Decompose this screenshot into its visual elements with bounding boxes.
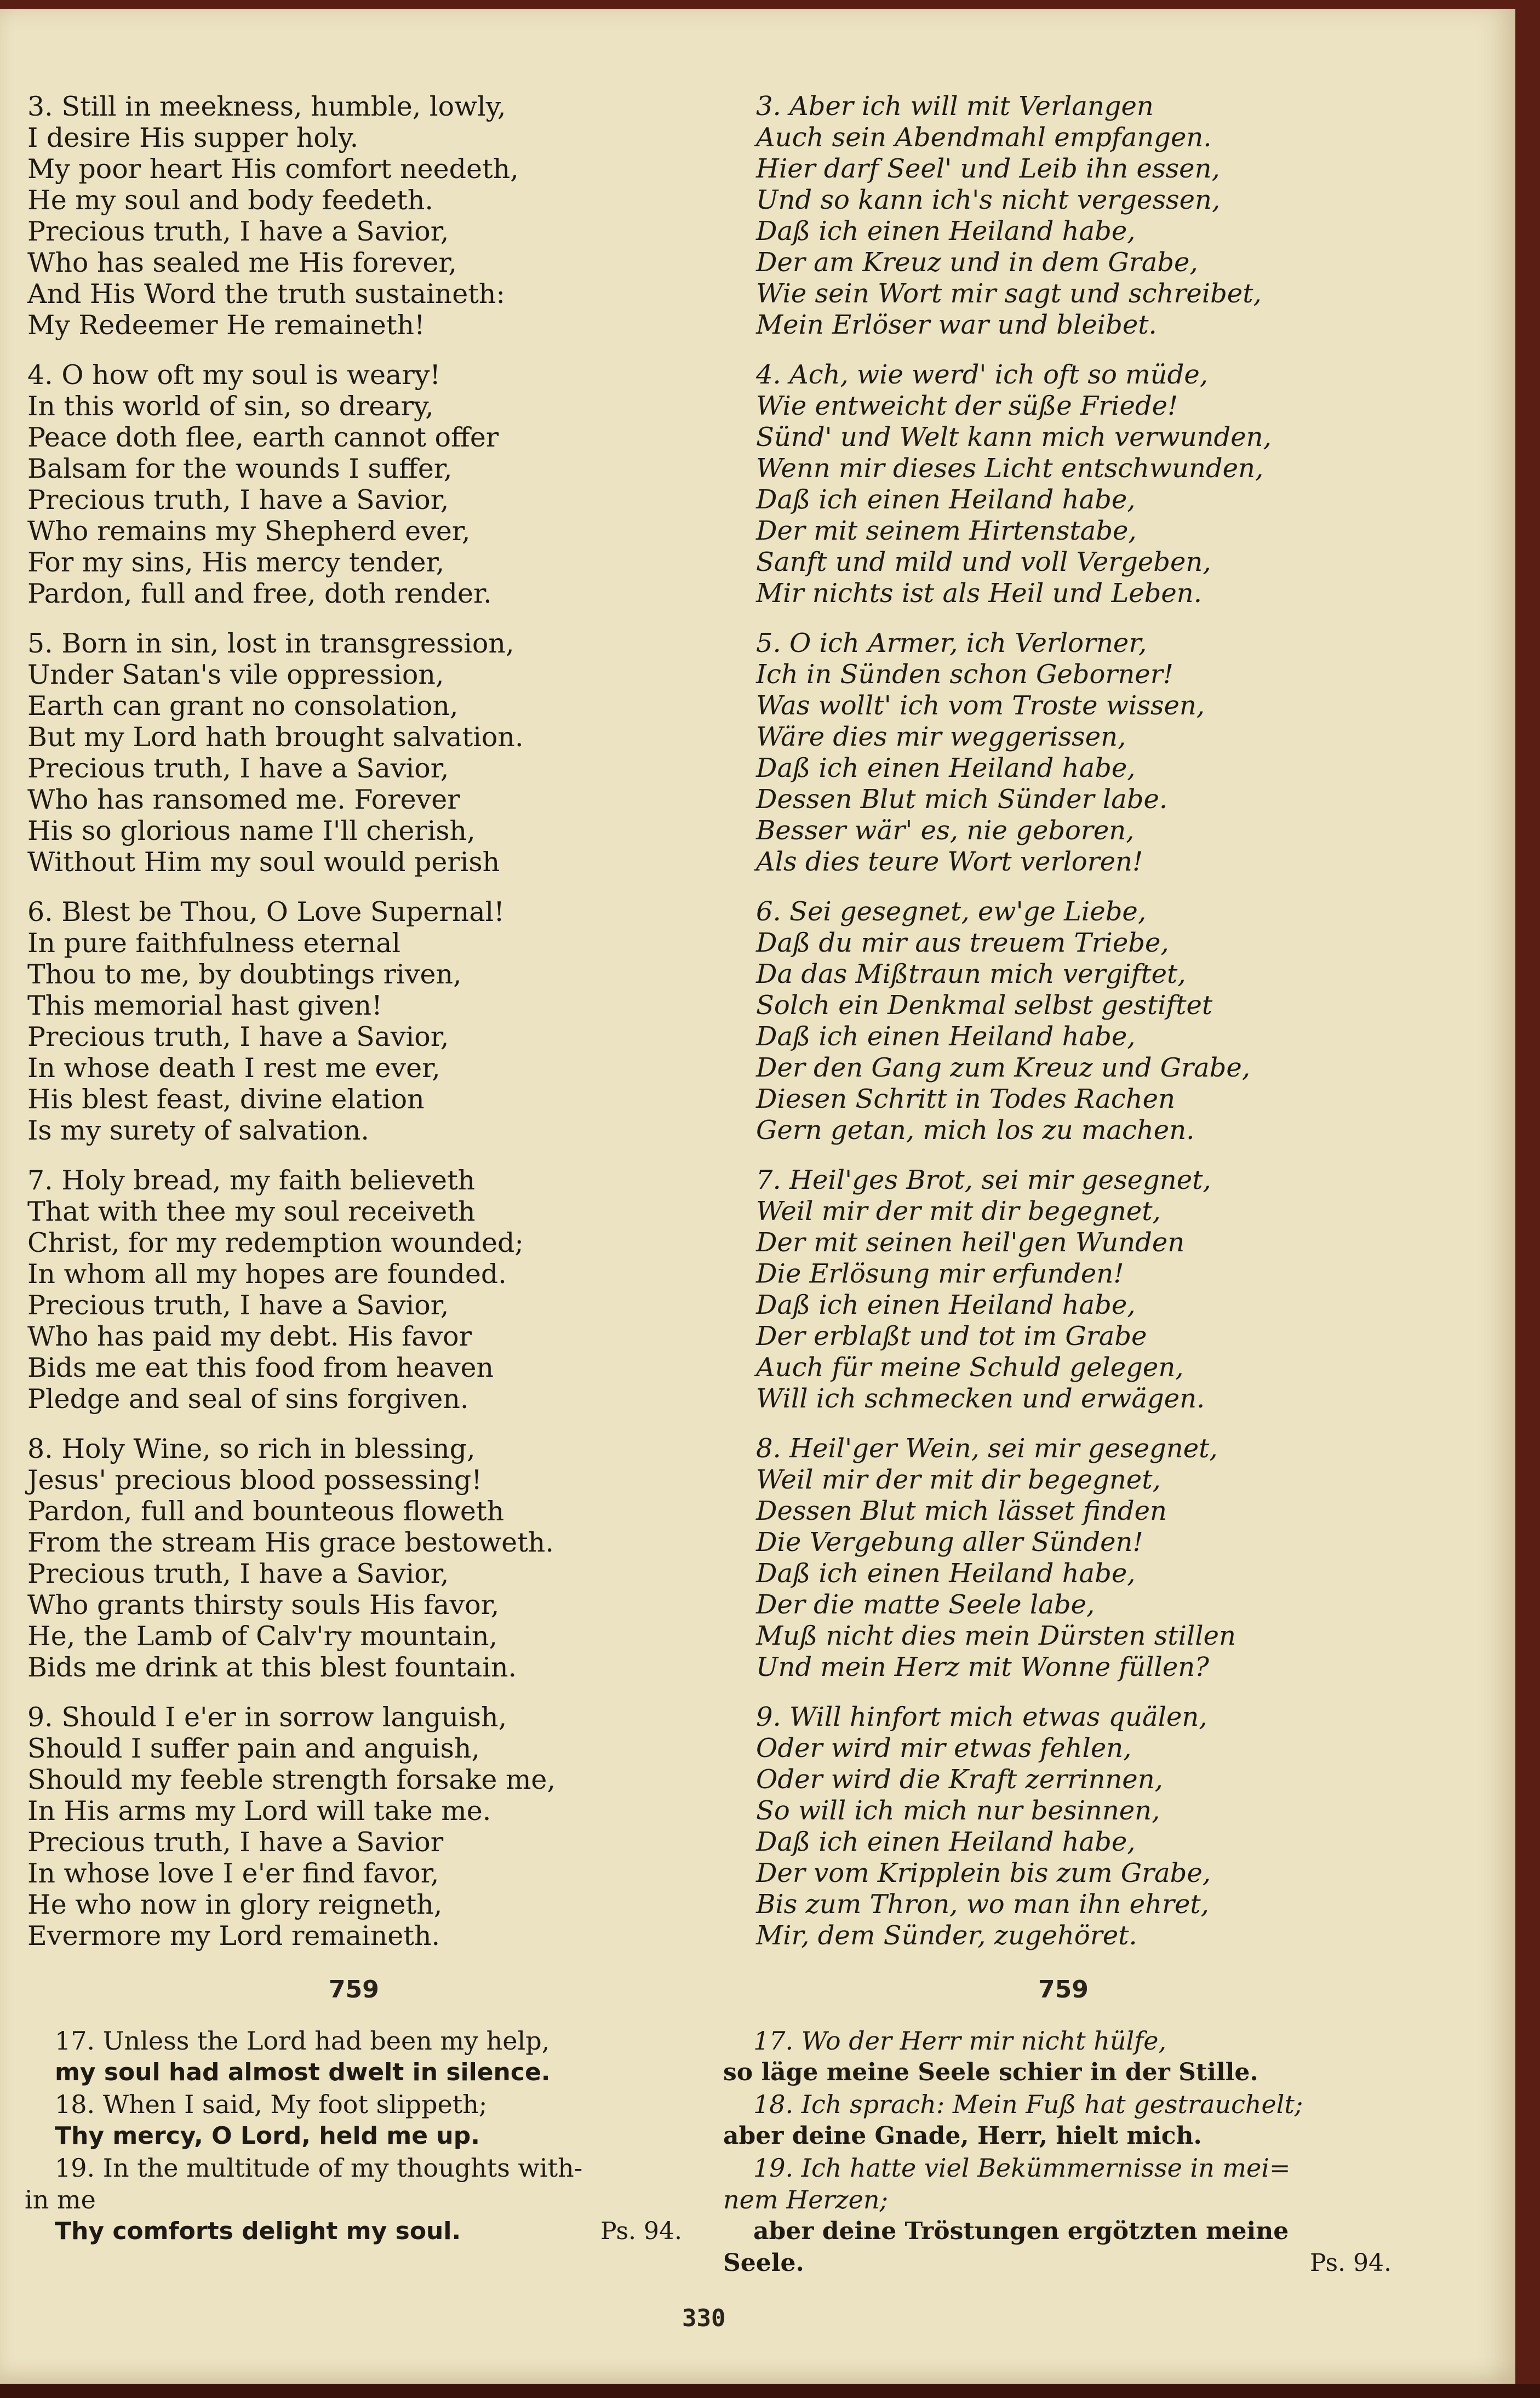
- psalm-line: 18. Ich sprach: Mein Fuß hat gestrauchelt;: [753, 2090, 1303, 2119]
- german-hymn-line: Der den Gang zum Kreuz und Grabe,: [756, 1052, 1251, 1083]
- german-hymn-line: Dessen Blut mich Sünder labe.: [756, 784, 1168, 815]
- german-hymn-line: Auch für meine Schuld gelegen,: [756, 1352, 1184, 1383]
- english-hymn-line: His blest feast, divine elation: [27, 1084, 425, 1115]
- german-hymn-line: Der mit seinem Hirtenstabe,: [756, 516, 1137, 546]
- english-hymn-line: Under Satan's vile oppression,: [27, 659, 444, 690]
- german-hymn-line: Oder wird mir etwas fehlen,: [756, 1733, 1132, 1764]
- german-hymn-line: Der vom Kripplein bis zum Grabe,: [756, 1858, 1211, 1888]
- english-hymn-line: Precious truth, I have a Savior,: [27, 1290, 449, 1321]
- english-hymn-line: But my Lord hath brought salvation.: [27, 722, 524, 753]
- german-stanza: [756, 1433, 1430, 1683]
- german-hymn-line: Besser wär' es, nie geboren,: [756, 815, 1135, 846]
- german-hymn-line: Daß ich einen Heiland habe,: [756, 753, 1136, 783]
- english-hymn-line: Should I suffer pain and anguish,: [27, 1733, 480, 1764]
- german-hymn-line: 3. Aber ich will mit Verlangen: [756, 91, 1154, 122]
- psalm-line: 19. Ich hatte viel Bekümmernisse in mei=: [753, 2153, 1291, 2183]
- english-stanza: [27, 1702, 701, 1951]
- psalm-number-german: 759: [1038, 1976, 1089, 2004]
- german-hymn-line: Diesen Schritt in Todes Rachen: [756, 1084, 1175, 1114]
- english-hymn-line: He, the Lamb of Calv'ry mountain,: [27, 1621, 498, 1652]
- english-hymn-line: Precious truth, I have a Savior,: [27, 1021, 449, 1052]
- german-hymn-column: [756, 91, 1430, 1970]
- psalm-line: aber deine Gnade, Herr, hielt mich.: [723, 2122, 1202, 2150]
- psalm-line: 17. Unless the Lord had been my help,: [55, 2026, 550, 2056]
- psalm-line: in me: [25, 2185, 96, 2214]
- hymnal-page: [0, 9, 1515, 2384]
- german-hymn-line: 6. Sei gesegnet, ew'ge Liebe,: [756, 896, 1147, 927]
- psalm-line: aber deine Tröstungen ergötzten meine: [753, 2217, 1289, 2245]
- english-hymn-line: 3. Still in meekness, humble, lowly,: [27, 91, 506, 122]
- english-hymn-line: Should my feeble strength forsake me,: [27, 1764, 556, 1795]
- english-hymn-line: Who has paid my debt. His favor: [27, 1321, 472, 1352]
- english-hymn-line: Peace doth flee, earth cannot offer: [27, 422, 499, 453]
- psalm-number-english: 759: [329, 1976, 379, 2004]
- german-hymn-line: Was wollt' ich vom Troste wissen,: [756, 690, 1205, 721]
- english-hymn-line: My Redeemer He remaineth!: [27, 310, 425, 341]
- german-hymn-line: Und mein Herz mit Wonne füllen?: [756, 1652, 1209, 1682]
- german-stanza: [756, 628, 1430, 878]
- german-hymn-line: Wenn mir dieses Licht entschwunden,: [756, 453, 1264, 484]
- german-hymn-line: Der am Kreuz und in dem Grabe,: [756, 247, 1198, 278]
- english-hymn-line: In this world of sin, so dreary,: [27, 391, 434, 422]
- german-hymn-line: Oder wird die Kraft zerrinnen,: [756, 1764, 1163, 1795]
- german-hymn-line: 8. Heil'ger Wein, sei mir gesegnet,: [756, 1433, 1218, 1464]
- english-hymn-line: I desire His supper holy.: [27, 122, 359, 153]
- english-stanza: [27, 1433, 701, 1683]
- english-hymn-line: 8. Holy Wine, so rich in blessing,: [27, 1433, 476, 1464]
- german-hymn-line: Die Vergebung aller Sünden!: [756, 1527, 1143, 1558]
- german-hymn-line: Daß ich einen Heiland habe,: [756, 484, 1136, 515]
- english-hymn-line: He who now in glory reigneth,: [27, 1889, 443, 1920]
- german-stanza: [756, 91, 1430, 341]
- english-hymn-column: [27, 91, 701, 1970]
- english-hymn-line: Jesus' precious blood possessing!: [27, 1464, 482, 1496]
- english-hymn-line: 7. Holy bread, my faith believeth: [27, 1165, 476, 1196]
- english-hymn-line: This memorial hast given!: [27, 990, 382, 1021]
- german-hymn-line: Wäre dies mir weggerissen,: [756, 722, 1126, 752]
- english-hymn-line: That with thee my soul receiveth: [27, 1196, 476, 1227]
- german-hymn-line: Der mit seinen heil'gen Wunden: [756, 1227, 1185, 1258]
- german-hymn-line: Daß ich einen Heiland habe,: [756, 1827, 1136, 1857]
- psalm-reference: Ps. 94.: [600, 2217, 682, 2245]
- english-hymn-line: For my sins, His mercy tender,: [27, 547, 445, 578]
- german-stanza: [756, 1165, 1430, 1415]
- english-hymn-line: 4. O how oft my soul is weary!: [27, 359, 441, 391]
- psalm-line: [723, 2247, 1392, 2279]
- english-hymn-line: Who has ransomed me. Forever: [27, 784, 460, 815]
- german-hymn-line: Weil mir der mit dir begegnet,: [756, 1464, 1161, 1495]
- english-hymn-line: Pardon, full and free, doth render.: [27, 578, 492, 609]
- english-stanza: [27, 628, 701, 878]
- english-hymn-line: Without Him my soul would perish: [27, 846, 500, 878]
- english-hymn-line: Precious truth, I have a Savior,: [27, 216, 449, 247]
- english-hymn-line: From the stream His grace bestoweth.: [27, 1527, 554, 1558]
- psalm-line: 18. When I said, My foot slippeth;: [55, 2090, 488, 2119]
- german-hymn-line: Mir nichts ist als Heil und Leben.: [756, 578, 1202, 609]
- psalm-line-text: Seele.: [723, 2249, 804, 2277]
- psalm-line: 17. Wo der Herr mir nicht hülfe,: [753, 2026, 1167, 2056]
- german-hymn-line: Sünd' und Welt kann mich verwunden,: [756, 422, 1272, 453]
- english-hymn-line: Precious truth, I have a Savior,: [27, 1558, 449, 1589]
- german-stanza: [756, 896, 1430, 1146]
- german-hymn-line: Ich in Sünden schon Geborner!: [756, 659, 1173, 690]
- german-hymn-line: Solch ein Denkmal selbst gestiftet: [756, 990, 1213, 1021]
- german-hymn-line: Will ich schmecken und erwägen.: [756, 1383, 1205, 1414]
- psalm-line: my soul had almost dwelt in silence.: [55, 2058, 551, 2086]
- english-hymn-line: In pure faithfulness eternal: [27, 928, 401, 959]
- english-hymn-line: Evermore my Lord remaineth.: [27, 1920, 440, 1951]
- german-hymn-line: Daß du mir aus treuem Triebe,: [756, 928, 1169, 958]
- german-stanza: [756, 359, 1430, 609]
- english-hymn-line: Bids me eat this food from heaven: [27, 1352, 494, 1383]
- english-hymn-line: Precious truth, I have a Savior,: [27, 753, 449, 784]
- psalm-line-text: Thy comforts delight my soul.: [55, 2217, 461, 2245]
- german-hymn-line: Wie entweicht der süße Friede!: [756, 391, 1178, 421]
- english-stanza: [27, 896, 701, 1146]
- german-hymn-line: Daß ich einen Heiland habe,: [756, 216, 1136, 247]
- psalm-line: 19. In the multitude of my thoughts with-: [55, 2153, 583, 2183]
- german-hymn-line: Hier darf Seel' und Leib ihn essen,: [756, 153, 1220, 184]
- german-hymn-line: 4. Ach, wie werd' ich oft so müde,: [756, 359, 1208, 390]
- english-hymn-line: Earth can grant no consolation,: [27, 690, 459, 722]
- english-hymn-line: Bids me drink at this blest fountain.: [27, 1652, 517, 1683]
- german-hymn-line: Der die matte Seele labe,: [756, 1589, 1095, 1620]
- german-hymn-line: Als dies teure Wort verloren!: [756, 846, 1143, 877]
- english-hymn-line: His so glorious name I'll cherish,: [27, 815, 476, 846]
- german-hymn-line: Daß ich einen Heiland habe,: [756, 1021, 1136, 1052]
- german-hymn-line: 5. O ich Armer, ich Verlorner,: [756, 628, 1147, 659]
- english-hymn-line: In whom all my hopes are founded.: [27, 1258, 507, 1290]
- german-hymn-line: Gern getan, mich los zu machen.: [756, 1115, 1195, 1146]
- english-hymn-line: Precious truth, I have a Savior: [27, 1827, 444, 1858]
- german-hymn-line: Mir, dem Sünder, zugehöret.: [756, 1920, 1137, 1951]
- english-hymn-line: In whose love I e'er find favor,: [27, 1858, 439, 1889]
- english-hymn-line: Who remains my Shepherd ever,: [27, 516, 471, 547]
- english-hymn-line: Pledge and seal of sins forgiven.: [27, 1383, 469, 1415]
- german-hymn-line: Da das Mißtraun mich vergiftet,: [756, 959, 1186, 989]
- german-hymn-line: 9. Will hinfort mich etwas quälen,: [756, 1702, 1207, 1732]
- psalm-line: so läge meine Seele schier in der Stille.: [723, 2058, 1258, 2086]
- english-hymn-line: Who has sealed me His forever,: [27, 247, 457, 278]
- psalm-line: [25, 2216, 682, 2247]
- german-hymn-line: Und so kann ich's nicht vergessen,: [756, 185, 1221, 215]
- english-hymn-line: 9. Should I e'er in sorrow languish,: [27, 1702, 507, 1733]
- english-hymn-line: Balsam for the wounds I suffer,: [27, 453, 453, 484]
- english-hymn-line: 6. Blest be Thou, O Love Supernal!: [27, 896, 505, 928]
- english-hymn-line: Thou to me, by doubtings riven,: [27, 959, 462, 990]
- german-hymn-line: Daß ich einen Heiland habe,: [756, 1558, 1136, 1589]
- english-hymn-line: My poor heart His comfort needeth,: [27, 153, 519, 185]
- german-hymn-line: Dessen Blut mich lässet finden: [756, 1496, 1167, 1526]
- german-stanza: [756, 1702, 1430, 1951]
- german-hymn-line: Auch sein Abendmahl empfangen.: [756, 122, 1212, 153]
- psalm-german: [723, 2025, 1392, 2279]
- german-hymn-line: Mein Erlöser war und bleibet.: [756, 310, 1157, 340]
- english-hymn-line: Who grants thirsty souls His favor,: [27, 1589, 500, 1621]
- german-hymn-line: Bis zum Thron, wo man ihn ehret,: [756, 1889, 1209, 1920]
- german-hymn-line: Die Erlösung mir erfunden!: [756, 1258, 1124, 1289]
- page-bottom-edge: [0, 2384, 1540, 2398]
- german-hymn-line: Weil mir der mit dir begegnet,: [756, 1196, 1161, 1227]
- english-hymn-line: He my soul and body feedeth.: [27, 185, 434, 216]
- psalm-line: Thy mercy, O Lord, held me up.: [55, 2122, 480, 2150]
- english-hymn-line: In whose death I rest me ever,: [27, 1052, 440, 1084]
- english-hymn-line: Pardon, full and bounteous floweth: [27, 1496, 505, 1527]
- page-number: 330: [682, 2304, 726, 2332]
- german-hymn-line: Daß ich einen Heiland habe,: [756, 1290, 1136, 1320]
- german-hymn-line: So will ich mich nur besinnen,: [756, 1795, 1160, 1826]
- english-hymn-line: 5. Born in sin, lost in transgression,: [27, 628, 514, 659]
- english-stanza: [27, 1165, 701, 1415]
- psalm-line: nem Herzen;: [723, 2185, 888, 2214]
- german-hymn-line: Sanft und mild und voll Vergeben,: [756, 547, 1211, 577]
- german-hymn-line: Wie sein Wort mir sagt und schreibet,: [756, 278, 1262, 309]
- german-hymn-line: 7. Heil'ges Brot, sei mir gesegnet,: [756, 1165, 1211, 1195]
- english-hymn-line: And His Word the truth sustaineth:: [27, 278, 505, 310]
- psalm-reference: Ps. 94.: [1310, 2249, 1392, 2277]
- english-hymn-line: Precious truth, I have a Savior,: [27, 484, 449, 516]
- english-hymn-line: Is my surety of salvation.: [27, 1115, 370, 1146]
- english-hymn-line: Christ, for my redemption wounded;: [27, 1227, 524, 1258]
- psalm-english: [25, 2025, 682, 2247]
- english-stanza: [27, 91, 701, 341]
- german-hymn-line: Der erblaßt und tot im Grabe: [756, 1321, 1147, 1352]
- english-hymn-line: In His arms my Lord will take me.: [27, 1795, 491, 1827]
- english-stanza: [27, 359, 701, 609]
- german-hymn-line: Muß nicht dies mein Dürsten stillen: [756, 1621, 1236, 1651]
